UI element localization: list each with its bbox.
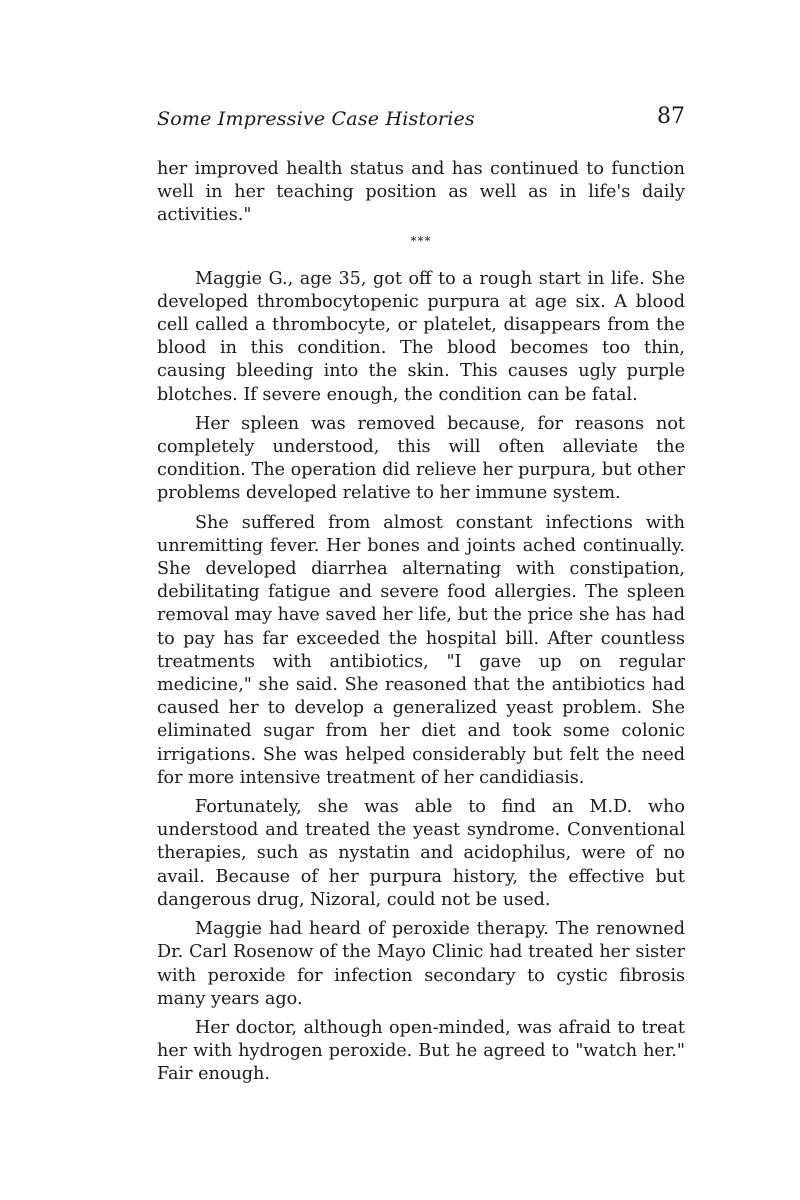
section-separator: *** <box>410 233 432 248</box>
running-header <box>157 104 685 136</box>
intro-paragraph: her improved health status and has continued to function well in her teaching position as well as in life's daily activities." <box>157 159 685 226</box>
paragraph: She suffered from almost constant infections with unremitting fever. Her bones and joints ached continually. She developed diarrhea alternating with constipation, debilitating fatigue and severe food allergies. The spleen removal may have saved her life, but the price she has had to pay has far exceeded the hospital bill. After countless treatments with antibiotics, "I gave up on regular medicine," she said. She reasoned that the antibiotics had caused her to develop a generalized yeast problem. She eliminated sugar from her diet and took some colonic irrigations. She was helped considerably but felt the need for more intensive treatment of her candidiasis. <box>157 512 685 788</box>
body-text <box>157 158 685 1087</box>
running-title: Some Impressive Case Histories <box>157 108 475 130</box>
paragraph: Maggie had heard of peroxide therapy. The renowned Dr. Carl Rosenow of the Mayo Clinic had treated her sister with peroxide for infection secondary to cystic fibrosis many years ago. <box>157 919 685 1009</box>
paragraph: Fortunately, she was able to find an M.D. who understood and treated the yeast syndrome. Conventional therapies, such as nystatin and acidophilus, were of no avail. Because of her purpura history, the effective but dangerous drug, Nizoral, could not be used. <box>157 797 685 910</box>
paragraph: Her spleen was removed because, for reasons not completely understood, this will often alleviate the condition. The operation did relieve her purpura, but other problems developed relative to her immune system. <box>157 413 685 504</box>
book-page <box>157 104 685 1093</box>
paragraph: Maggie G., age 35, got off to a rough start in life. She developed thrombocytopenic purpura at age six. A blood cell called a thrombocyte, or platelet, disappears from the blood in this condition. The blood becomes too thin, causing bleeding into the skin. This causes ugly purple blotches. If severe enough, the condition can be fatal. <box>157 268 685 405</box>
page-number: 87 <box>657 104 685 129</box>
paragraph: Her doctor, although open-minded, was afraid to treat her with hydrogen peroxide. But he agreed to "watch her." Fair enough. <box>157 1017 685 1085</box>
